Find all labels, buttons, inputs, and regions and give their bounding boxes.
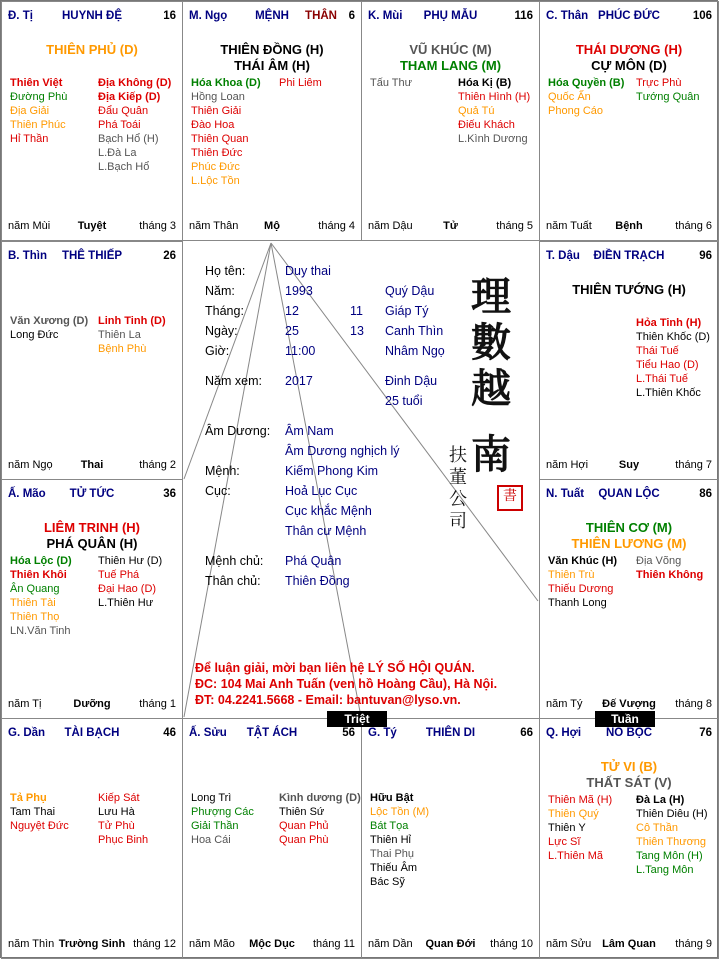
minor-star: Quốc Ấn: [548, 91, 591, 103]
minor-star: Phúc Đức: [191, 161, 240, 173]
major-star: CỰ MÔN (D): [591, 58, 667, 73]
minor-star: Hóa Kị (B): [458, 77, 512, 89]
thang-can: Giáp Tý: [385, 304, 429, 318]
minor-star: Đà La (H): [636, 794, 685, 806]
minor-star: Tiểu Hao (D): [636, 359, 699, 371]
minor-star: Thiên Không: [636, 569, 704, 581]
minor-star: Phi Liêm: [279, 77, 322, 89]
minor-star: Thiên Diêu (H): [636, 808, 708, 820]
month-label: tháng 12: [133, 938, 176, 950]
calligraphy-char-3: 越: [471, 365, 511, 412]
minor-star: Tam Thai: [10, 806, 56, 818]
minor-star: Thiếu Âm: [370, 862, 418, 874]
palace-number: 116: [514, 10, 533, 22]
palace-number: 76: [699, 727, 712, 739]
palace-branch: K. Mùi: [368, 10, 403, 22]
cuc-label: Cục:: [205, 484, 231, 498]
thanchu-value: Thiên Đồng: [285, 574, 350, 588]
minor-star: Thiếu Dương: [548, 583, 614, 595]
minor-star: Đại Hao (D): [98, 583, 157, 595]
minor-star: Thiên Quan: [191, 133, 249, 145]
amduong-label: Âm Dương:: [205, 424, 271, 438]
phase-label: Bệnh: [615, 220, 643, 232]
minor-star: Thiên Giải: [191, 105, 242, 117]
phase-label: Đế Vượng: [602, 698, 656, 710]
month-label: tháng 11: [312, 938, 355, 950]
palace-name: TẬT ÁCH: [246, 727, 298, 739]
minor-star: Tang Môn (H): [636, 850, 703, 862]
palace-branch: G. Tý: [368, 727, 397, 739]
calligraphy-small-4: 司: [449, 511, 467, 532]
major-star: THIÊN PHỦ (D): [46, 42, 138, 57]
minor-star: L.Bạch Hổ: [98, 161, 150, 173]
palace-name: MỆNH: [255, 10, 289, 22]
gio-can: Nhâm Ngọ: [385, 344, 445, 358]
minor-star: Linh Tinh (D): [98, 315, 166, 327]
hoten-label: Họ tên:: [205, 264, 246, 278]
minor-star: L.Tang Môn: [636, 864, 694, 876]
minor-star: Ân Quang: [10, 583, 60, 595]
major-star: THÁI ÂM (H): [234, 58, 310, 73]
palace-name: PHỤ MẪU: [423, 10, 478, 22]
calligraphy-small-3: 公: [449, 489, 467, 510]
palace-number: 6: [348, 10, 355, 22]
seal-stamp: 書: [497, 485, 523, 511]
major-star: THAM LANG (M): [399, 58, 502, 73]
major-star: THÁI DƯƠNG (H): [575, 42, 683, 57]
palace-number: 106: [692, 10, 712, 22]
minor-star: L.Thái Tuế: [636, 373, 688, 385]
month-label: tháng 10: [490, 938, 533, 950]
menhchu-label: Mệnh chủ:: [205, 554, 264, 568]
minor-star: Quan Phù: [279, 834, 329, 846]
namxem-value: 2017: [285, 374, 313, 388]
month-label: tháng 6: [675, 220, 712, 232]
major-star: VŨ KHÚC (M): [409, 42, 492, 57]
calligraphy-small-1: 扶: [449, 445, 467, 466]
major-star: THIÊN CƠ (M): [585, 520, 673, 535]
minor-star: Hồng Loan: [191, 91, 245, 103]
minor-star: Thanh Long: [548, 597, 607, 609]
minor-star: Long Trì: [191, 792, 232, 804]
minor-star: Bác Sỹ: [370, 876, 405, 888]
minor-star: Hỉ Thần: [10, 133, 49, 145]
tuan-tag: Tuần: [595, 711, 655, 727]
triet-tag: Triệt: [327, 711, 387, 727]
palace-number: 96: [699, 250, 712, 262]
cuc-value-3: Thân cư Mệnh: [285, 524, 367, 538]
year-label: năm Mão: [189, 938, 235, 950]
minor-star: Thiên Đức: [191, 147, 243, 159]
ngay-label: Ngày:: [205, 324, 238, 338]
minor-star: Nguyệt Đức: [10, 820, 69, 832]
minor-star: Địa Không (D): [98, 77, 172, 89]
month-label: tháng 8: [675, 698, 712, 710]
minor-star: Thiên Phúc: [10, 119, 66, 131]
major-star: THIÊN TƯỚNG (H): [572, 282, 686, 297]
major-star: TỬ VI (B): [600, 759, 658, 774]
calligraphy-small-2: 董: [449, 467, 467, 488]
minor-star: Bệnh Phù: [98, 343, 147, 355]
minor-star: Kình dương (D): [279, 792, 361, 804]
minor-star: Thiên Khốc (D): [636, 331, 710, 343]
minor-star: Thái Tuế: [636, 345, 679, 357]
minor-star: Điếu Khách: [458, 119, 515, 131]
major-star: THIÊN LƯƠNG (M): [571, 536, 687, 551]
minor-star: Kiếp Sát: [98, 792, 140, 804]
palace-branch: Ấ. Sửu: [189, 727, 227, 739]
phase-label: Tử: [443, 220, 458, 232]
thang-am: 11: [350, 304, 363, 318]
palace-number: 46: [163, 727, 176, 739]
phase-label: Dưỡng: [73, 698, 111, 710]
palace-name: QUAN LỘC: [598, 488, 660, 500]
minor-star: Trực Phù: [636, 77, 682, 89]
palace-number: 56: [342, 727, 355, 739]
nam-value: 1993: [285, 284, 313, 298]
year-label: năm Mùi: [8, 220, 51, 232]
year-label: năm Hợi: [546, 459, 589, 471]
minor-star: Hoa Cái: [191, 834, 231, 846]
palace-branch: B. Thìn: [8, 250, 47, 262]
month-label: tháng 3: [139, 220, 176, 232]
minor-star: Tử Phù: [98, 820, 135, 832]
palace-number: 36: [163, 488, 176, 500]
minor-star: Phá Toái: [98, 119, 141, 131]
amduong-value-2: Âm Dương nghịch lý: [285, 444, 400, 458]
namxem-label: Năm xem:: [205, 374, 262, 388]
contact-line-1: Để luận giải, mời bạn liên hệ LÝ SỐ HỘI QUÁN.: [195, 661, 475, 675]
menh-value: Kiếm Phong Kim: [285, 464, 379, 478]
minor-star: Bát Tọa: [370, 820, 409, 832]
tuoi: 25 tuổi: [385, 394, 423, 408]
cuc-value-2: Cục khắc Mệnh: [285, 504, 372, 518]
minor-star: Thiên Thọ: [10, 611, 60, 623]
palace-branch: Q. Hợi: [546, 727, 582, 739]
palace-branch: C. Thân: [546, 10, 589, 22]
palace-name: THIÊN DI: [425, 727, 476, 739]
ngay-value: 25: [285, 324, 299, 338]
minor-star: Thiên Quý: [548, 808, 599, 820]
minor-star: Thiên Việt: [10, 77, 63, 89]
nam-can: Quý Dậu: [385, 284, 435, 298]
phase-label: Thai: [80, 459, 104, 471]
contact-line-3: ĐT: 04.2241.5668 - Email: bantuvan@lyso.vn.: [195, 693, 461, 707]
minor-star: Thiên Y: [548, 822, 586, 834]
minor-star: Địa Kiếp (D): [98, 91, 161, 103]
palace-number: 16: [163, 10, 176, 22]
minor-star: Đẩu Quân: [98, 105, 149, 117]
phase-label: Suy: [618, 459, 640, 471]
palace-name: TÀI BẠCH: [64, 727, 120, 739]
month-label: tháng 5: [496, 220, 533, 232]
minor-star: Tả Phụ: [10, 792, 47, 804]
palace-branch: Đ. Tị: [8, 10, 33, 22]
minor-star: Thiên La: [98, 329, 141, 341]
minor-star: Hóa Lộc (D): [10, 555, 72, 567]
minor-star: Thiên Trù: [548, 569, 595, 581]
palace-number: 66: [520, 727, 533, 739]
gio-label: Giờ:: [205, 344, 230, 358]
year-label: năm Thìn: [8, 938, 55, 950]
minor-star: Bạch Hổ (H): [98, 133, 159, 145]
minor-star: L.Thiên Hư: [98, 597, 154, 609]
minor-star: Quan Phủ: [279, 820, 329, 832]
major-star: PHÁ QUÂN (H): [46, 536, 138, 551]
minor-star: Long Đức: [10, 329, 59, 341]
calligraphy-char-1: 理: [471, 273, 511, 320]
year-label: năm Dần: [368, 938, 413, 950]
palace-name: HUYNH ĐỆ: [61, 10, 123, 22]
menhchu-value: Phá Quân: [285, 554, 342, 568]
minor-star: Cô Thần: [636, 822, 678, 834]
year-label: năm Thân: [189, 220, 239, 232]
palace-name: THÊ THIẾP: [61, 250, 123, 262]
month-label: tháng 9: [675, 938, 712, 950]
palace-branch: G. Dần: [8, 727, 46, 739]
minor-star: Tấu Thư: [370, 77, 413, 89]
palace-branch: N. Tuất: [546, 488, 585, 500]
minor-star: Phục Binh: [98, 834, 149, 846]
palace-name: PHÚC ĐỨC: [598, 10, 660, 22]
palace-branch: T. Dậu: [546, 250, 580, 262]
minor-star: L.Lộc Tồn: [191, 175, 240, 187]
month-label: tháng 4: [318, 220, 355, 232]
phase-label: Trường Sinh: [58, 938, 126, 950]
minor-star: Văn Khúc (H): [548, 555, 618, 567]
minor-star: L.Kình Dương: [458, 133, 528, 145]
minor-star: Giải Thần: [191, 820, 239, 832]
minor-star: Địa Giải: [10, 105, 50, 117]
year-label: năm Ngọ: [8, 459, 53, 471]
minor-star: Thai Phụ: [370, 848, 415, 860]
ngay-can: Canh Thìn: [385, 324, 444, 338]
menh-label: Mệnh:: [205, 464, 240, 478]
minor-star: L.Thiên Khốc: [636, 387, 701, 399]
minor-star: Thiên Hỉ: [370, 834, 411, 846]
year-label: năm Sửu: [546, 938, 592, 950]
minor-star: LN.Văn Tinh: [10, 625, 71, 637]
minor-star: Quả Tú: [458, 105, 495, 117]
palace-name: TỬ TỨC: [69, 488, 115, 500]
phase-label: Mộc Dục: [249, 938, 295, 950]
minor-star: Phong Cáo: [548, 105, 604, 117]
gio-value: 11:00: [285, 344, 316, 358]
year-label: năm Tuất: [546, 220, 592, 232]
palace-name: NÔ BỘC: [606, 727, 652, 739]
thanchu-label: Thân chủ:: [205, 574, 261, 588]
minor-star: Thiên Tài: [10, 597, 56, 609]
palace-branch: M. Ngọ: [189, 10, 228, 22]
minor-star: Hỏa Tinh (H): [636, 317, 702, 329]
minor-star: Tướng Quân: [636, 91, 700, 103]
ngay-am: 13: [350, 324, 364, 338]
minor-star: Thiên Mã (H): [548, 794, 613, 806]
phase-label: Lâm Quan: [602, 938, 656, 950]
phase-label: Tuyệt: [77, 220, 107, 232]
minor-star: Thiên Hình (H): [458, 91, 531, 103]
minor-star: Đào Hoa: [191, 119, 235, 131]
month-label: tháng 7: [675, 459, 712, 471]
minor-star: Thiên Khôi: [10, 569, 67, 581]
minor-star: Hữu Bật: [370, 792, 414, 804]
palace-number: 86: [699, 488, 712, 500]
cuc-value: Hoả Lục Cục: [285, 484, 358, 498]
minor-star: Thiên Sứ: [279, 806, 325, 818]
contact-line-2: ĐC: 104 Mai Anh Tuấn (ven hồ Hoàng Cầu), Hà Nội.: [195, 677, 498, 691]
month-label: tháng 2: [139, 459, 176, 471]
minor-star: Hóa Quyền (B): [548, 77, 625, 89]
thang-value: 12: [285, 304, 299, 318]
minor-star: Địa Võng: [636, 555, 682, 567]
minor-star: Hóa Khoa (D): [191, 77, 261, 89]
amduong-value: Âm Nam: [285, 424, 334, 438]
major-star: THẤT SÁT (V): [586, 775, 672, 790]
year-label: năm Tị: [8, 698, 42, 710]
aspect-lines: [1, 1, 719, 959]
major-star: THIÊN ĐỒNG (H): [220, 42, 324, 57]
calligraphy-char-4: 南: [471, 431, 511, 478]
than-marker: THÂN: [305, 10, 337, 22]
namxem-can: Đinh Dậu: [385, 374, 438, 388]
palace-number: 26: [163, 250, 176, 262]
year-label: năm Dậu: [368, 220, 413, 232]
calligraphy-char-2: 數: [471, 319, 511, 366]
minor-star: Đường Phù: [10, 91, 68, 103]
nam-label: Năm:: [205, 284, 235, 298]
minor-star: Thiên Thương: [636, 836, 707, 848]
thang-label: Tháng:: [205, 304, 244, 318]
year-label: năm Tý: [546, 698, 583, 710]
minor-star: L.Thiên Mã: [548, 850, 604, 862]
palace-branch: Ấ. Mão: [8, 488, 46, 500]
phase-label: Mộ: [264, 220, 280, 232]
palace-name: ĐIỀN TRẠCH: [593, 250, 665, 262]
phase-label: Quan Đới: [425, 938, 476, 950]
month-label: tháng 1: [139, 698, 176, 710]
minor-star: Lực Sĩ: [548, 836, 581, 848]
minor-star: Phượng Các: [191, 806, 254, 818]
major-star: LIÊM TRINH (H): [43, 520, 141, 535]
minor-star: Lộc Tồn (M): [370, 806, 430, 818]
minor-star: Thiên Hư (D): [98, 555, 163, 567]
minor-star: Lưu Hà: [98, 806, 135, 818]
minor-star: Văn Xương (D): [10, 315, 89, 327]
minor-star: Tuế Phá: [98, 569, 140, 581]
hoten-value: Duy thai: [285, 264, 331, 278]
minor-star: L.Đà La: [98, 147, 137, 159]
